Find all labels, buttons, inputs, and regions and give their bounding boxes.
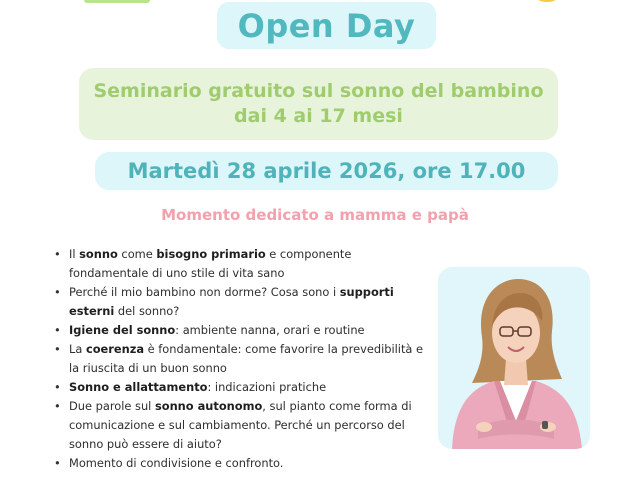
bold-text: Igiene del sonno (69, 323, 176, 337)
text: è fondamentale: come favorire la prevedibilità e la riuscita di un buon sonno (69, 342, 424, 375)
bold-text: sonno autonomo (154, 399, 263, 413)
list-item (54, 454, 434, 473)
subtitle-banner (79, 68, 558, 140)
text: Perché il mio bambino non dorme? Cosa sono i (69, 285, 340, 299)
top-decoration-tab (84, 0, 150, 3)
text: Il (69, 247, 80, 261)
subtitle-line-1: Seminario gratuito sul sonno del bambino (93, 80, 544, 102)
text: La (69, 342, 86, 356)
page-title: Open Day (237, 6, 416, 45)
text: : ambiente nanna, orari e routine (175, 323, 365, 337)
text: del sonno? (114, 304, 180, 318)
text: come (117, 247, 157, 261)
list-item (54, 321, 434, 340)
title-banner (217, 2, 436, 49)
list-item (54, 378, 434, 397)
text: Due parole sul (69, 399, 155, 413)
bold-text: sonno (79, 247, 118, 261)
bold-text: Sonno e allattamento (69, 380, 208, 394)
topics-list (54, 245, 434, 473)
bold-text: bisogno primario (156, 247, 266, 261)
list-item (54, 283, 434, 321)
text: , sul pianto come forma di comunicazione e sul cambiamento. Perché un percorso del sonno può essere di aiuto? (69, 399, 412, 451)
list-item (54, 245, 434, 283)
bold-text: coerenza (85, 342, 145, 356)
subtitle-line-2: dai 4 ai 17 mesi (234, 105, 403, 127)
date-banner (95, 152, 558, 190)
text: : indicazioni pratiche (207, 380, 327, 394)
bold-text: supporti esterni (69, 285, 394, 318)
text: e componente fondamentale di uno stile di vita sano (69, 247, 352, 280)
top-sun-decoration (530, 0, 564, 2)
text: Momento di condivisione e confronto. (69, 456, 284, 470)
presenter-photo (438, 267, 590, 449)
presenter-portrait-icon (438, 267, 590, 449)
list-item (54, 340, 434, 378)
list-item (54, 397, 434, 454)
tagline: Momento dedicato a mamma e papà (161, 206, 469, 224)
event-date: Martedì 28 aprile 2026, ore 17.00 (127, 159, 526, 183)
